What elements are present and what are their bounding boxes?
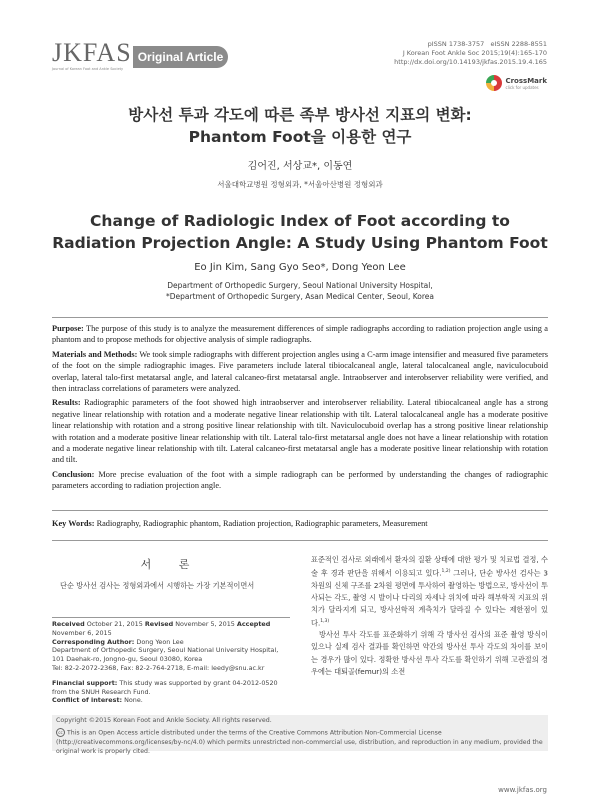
contact-line: Tel: 82-2-2072-2368, Fax: 82-2-764-2718, E-mail: leedy@snu.ac.kr xyxy=(52,663,265,672)
financial-support xyxy=(52,679,290,697)
purpose-label: Purpose: xyxy=(52,324,84,333)
keywords-label: Key Words: xyxy=(52,519,95,528)
authors-korean: 김어진, 서상교*, 이동연 xyxy=(247,161,353,172)
abstract-top-divider xyxy=(52,317,548,318)
received-label: Received xyxy=(52,620,85,628)
results-label: Results: xyxy=(52,398,81,408)
citation: J Korean Foot Ankle Soc 2015;19(4):165-170 xyxy=(402,49,547,57)
corr-name: Dong Yeon Lee xyxy=(136,637,184,646)
title-english-line2: Radiation Projection Angle: A Study Using Phantom Foot xyxy=(52,234,548,252)
pissn: pISSN 1738-3757 xyxy=(427,40,485,48)
journal-meta xyxy=(394,40,547,67)
affiliation-english-line1: Department of Orthopedic Surgery, Seoul National University Hospital, xyxy=(167,281,433,290)
financial-label: Financial support: xyxy=(52,678,118,687)
affiliation-korean: 서울대학교병원 정형외과, *서울아산병원 정형외과 xyxy=(217,180,383,189)
abstract-conclusion xyxy=(52,469,548,492)
crossmark-badge[interactable] xyxy=(486,75,547,91)
abstract-bottom-divider xyxy=(52,510,548,511)
revised-date: November 5, 2015 xyxy=(175,620,235,628)
title-korean xyxy=(30,104,570,148)
abstract-results xyxy=(52,397,548,465)
logo-subtitle: Journal of Korean Foot and Ankle Society xyxy=(52,67,124,71)
methods-text: We took simple radiographs with different projection angles using a C-arm image intensifier and measured five parameters of the foot on the simple radiographic images. Five parameters include lateral tibiocalcaneal angle, lateral talocalcaneal angle, naviculocuboid overlap, lateral talo-first metatarsal angle, and lateral calcaneo-first metatarsal angle. Intraobserver and interobserver reliability were verified, and then intraclass correlations of parameters were analyzed. xyxy=(52,349,548,394)
revised-label: Revised xyxy=(144,620,174,628)
keywords-text: Radiography, Radiographic phantom, Radiation projection, Radiographic parameters, Measurement xyxy=(96,519,428,528)
right-p1b-text: 그러나, 단순 방사선 검사는 3차원의 신체 구조를 2차원 평면에 투사하여 촬영하는 방법으로, 방사선이 투사되는 각도, 촬영 시 발이나 다리의 자세나 위치에 따라 해부학적 지표의 위치가 달라지게 되고, 방사선학적 계측치가 달라질 수 있다는 제한점이 있다. xyxy=(311,568,548,628)
journal-logo xyxy=(52,40,132,71)
info-divider xyxy=(52,617,290,618)
right-paragraph-1 xyxy=(311,554,548,629)
corr-label: Corresponding Author: xyxy=(52,637,135,646)
logo-text: JKFAS xyxy=(52,38,132,67)
creative-commons-icon: cc xyxy=(56,728,65,737)
financial-text: This study was supported by grant 04-2012-0520 from the SNUH Research Fund. xyxy=(52,678,278,696)
received-date: October 21, 2015 xyxy=(86,620,143,628)
conflict-of-interest xyxy=(52,696,290,705)
methods-label: Materials and Methods: xyxy=(52,349,138,359)
keywords-divider xyxy=(52,540,548,541)
address-line-1: Department of Orthopedic Surgery, Seoul National University Hospital, xyxy=(52,646,279,655)
footer-url[interactable]: www.jkfas.org xyxy=(498,786,547,794)
right-column-body xyxy=(311,554,548,678)
crossmark-subtitle: click for updates xyxy=(505,84,539,90)
dates-line xyxy=(52,620,290,638)
citation-sup-2: 1,3) xyxy=(320,618,330,624)
accepted-date: November 6, 2015 xyxy=(52,628,112,637)
title-korean-line2: Phantom Foot을 이용한 연구 xyxy=(188,128,412,146)
right-paragraph-2: 방사선 투사 각도를 표준화하기 위해 각 방사선 검사의 표준 촬영 방식이 있으나 실제 검사 결과를 확인하면 약간의 방사선 투사 각도의 차이를 보이는 경우가 많이 있다. 정확한 방사선 투사 각도를 확인하기 위해 고관절의 경우에는 대퇴골(femur)의 소전 xyxy=(311,630,548,676)
conflict-label: Conflict of interest: xyxy=(52,696,123,705)
article-info xyxy=(52,620,290,705)
license-body: This is an Open Access article distributed under the terms of the Creative Commons Attribution Non-Commercial License (http://creativecommons.org/licenses/by-nc/4.0) which permits unrestricted non-commercial use, distribution, and reproduction in any medium, provided the original work is properly cited. xyxy=(56,729,543,755)
abstract-purpose xyxy=(52,323,548,346)
accepted-label: Accepted xyxy=(236,620,271,628)
purpose-text: The purpose of this study is to analyze the measurement differences of simple radiographs according to radiation projection angle using a phantom and to propose methods for objective analysis of simple radiographs. xyxy=(52,324,548,345)
article-type-badge: Original Article xyxy=(133,46,228,68)
authors-english: Eo Jin Kim, Sang Gyo Seo*, Dong Yeon Lee xyxy=(194,262,406,273)
affiliation-english-line2: *Department of Orthopedic Surgery, Asan Medical Center, Seoul, Korea xyxy=(166,292,434,301)
title-english-line1: Change of Radiologic Index of Foot according to xyxy=(90,212,510,230)
abstract xyxy=(52,323,548,495)
eissn: eISSN 2288-8551 xyxy=(490,40,547,48)
results-text: Radiographic parameters of the foot showed high intraobserver and interobserver reliability. Lateral tibiocalcaneal angle has a strong negative linear relationship with rotation and a moderate negative linear relationship with tilt. Lateral talocalcaneal angle has a moderate positive linear relationship with rotation and a strong positive linear relationship with tilt. Naviculocuboid overlap has a strong positive linear relationship with rotation and a moderate positive linear relationship with tilt. Lateral talo-first metatarsal angle does not have a linear relationship with rotation and a moderate negative linear relationship with tilt. Lateral calcaneo-first metatarsal angle has a moderate positive linear relationship with rotation and tilt. xyxy=(52,398,548,465)
citation-sup-1: 1,2) xyxy=(441,569,451,575)
address-line-2: 101 Daehak-ro, Jongno-gu, Seoul 03080, Korea xyxy=(52,655,203,664)
conclusion-text: More precise evaluation of the foot with a simple radiograph can be performed by understanding the changes of radiographic parameters according to radiation projection angle. xyxy=(52,469,548,491)
license-text xyxy=(56,728,544,756)
corresponding-author xyxy=(52,638,290,647)
doi-link[interactable]: http://dx.doi.org/10.14193/jkfas.2015.19.4.165 xyxy=(394,58,547,66)
abstract-methods xyxy=(52,349,548,395)
section-title-introduction: 서 론 xyxy=(140,558,202,571)
keywords xyxy=(52,519,548,528)
title-korean-line1: 방사선 투과 각도에 따른 족부 방사선 지표의 변화: xyxy=(128,106,472,124)
affiliation-english xyxy=(30,280,570,302)
left-column-body: 단순 방사선 검사는 정형외과에서 시행하는 가장 기본적이면서 xyxy=(60,581,255,590)
title-english xyxy=(30,210,570,254)
crossmark-title: CrossMark xyxy=(505,76,547,85)
copyright: Copyright ©2015 Korean Foot and Ankle Society. All rights reserved. xyxy=(56,717,272,724)
crossmark-icon xyxy=(486,75,502,91)
conflict-text: None. xyxy=(124,696,143,705)
right-p1-text: 표준적인 검사로 외래에서 환자의 질환 상태에 대한 평가 및 치료법 결정, 수술 후 경과 판단을 위해서 이용되고 있다. xyxy=(311,555,548,578)
conclusion-label: Conclusion: xyxy=(52,469,95,479)
